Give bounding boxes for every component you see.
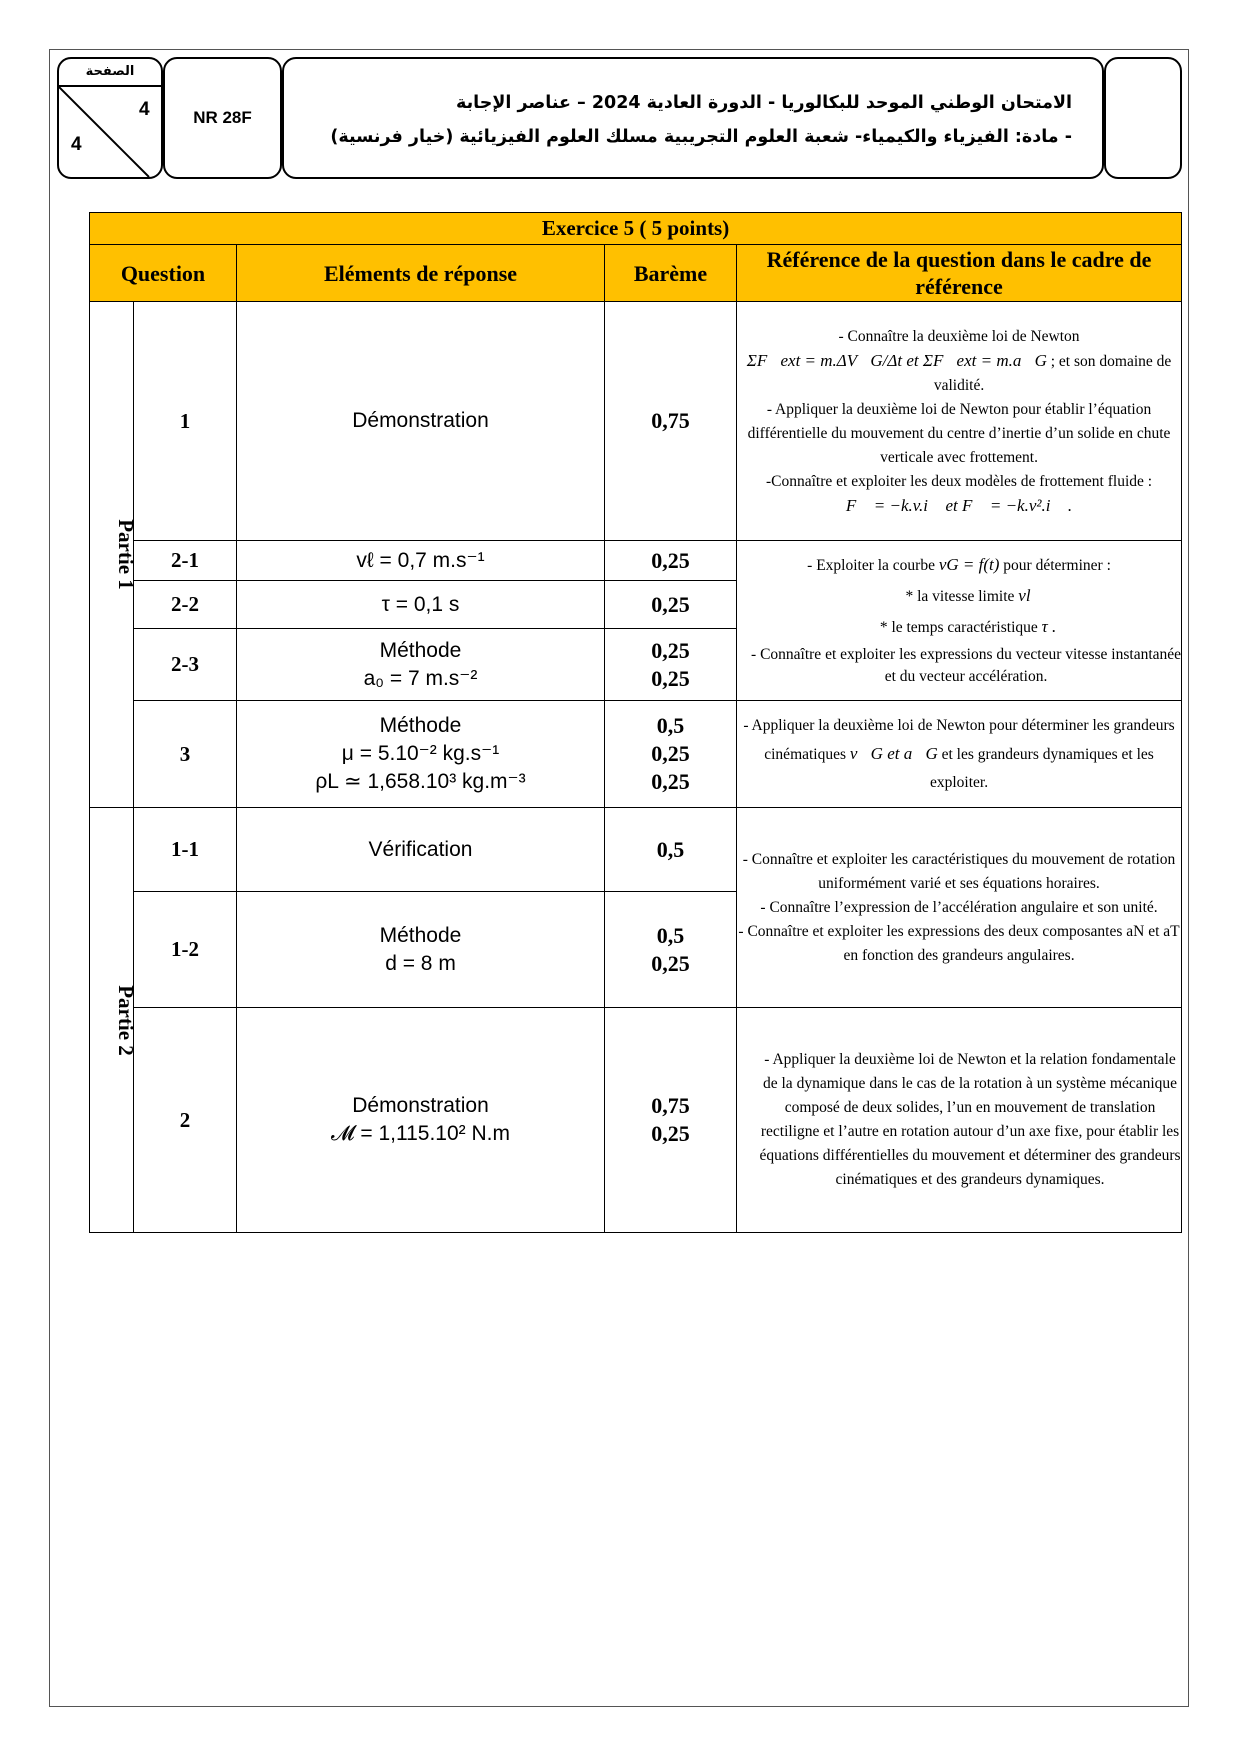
col-elements: Eléments de réponse	[237, 245, 605, 302]
answer-element: Vérification	[237, 808, 605, 892]
q-number: 2-2	[134, 581, 237, 629]
answer-element: vℓ = 0,7 m.s⁻¹	[237, 541, 605, 581]
q-number: 2	[134, 1008, 237, 1233]
score: 0,75 0,25	[605, 1008, 737, 1233]
col-reference: Référence de la question dans le cadre de référence	[737, 245, 1182, 302]
answer-element: Démonstration	[237, 302, 605, 541]
reference-cell: - Connaître et exploiter les caractéristiques du mouvement de rotation uniformément varié et ses équations horaires. - Connaître l’expression de l’accélération angulaire et son unité. - Connaître et exploiter les expressions des deux composantes aN et aT en fonction des grandeurs angulaires.	[737, 808, 1182, 1008]
reference-cell: - Appliquer la deuxième loi de Newton et la relation fondamentale de la dynamique dans le cas de la rotation à un système mécanique composé de deux solides, l’un en mouvement de translation rectiligne et l’autre en rotation autour d’un axe fixe, pour établir les équations différentielles du mouvement et déterminer des grandeurs cinématiques et des grandeurs dynamiques.	[737, 1008, 1182, 1233]
page-current: 4	[139, 99, 150, 120]
exercise-title: Exercice 5 ( 5 points)	[90, 213, 1182, 245]
score: 0,5 0,25 0,25	[605, 701, 737, 808]
col-bareme: Barème	[605, 245, 737, 302]
answer-table	[89, 212, 1182, 1233]
formula-friction: F⃗ = −k.v.i⃗ et F⃗ = −k.v².i⃗ .	[845, 495, 1073, 515]
score: 0,5	[605, 808, 737, 892]
answer-element: τ = 0,1 s	[237, 581, 605, 629]
q-number: 1	[134, 302, 237, 541]
score: 0,75	[605, 302, 737, 541]
answer-element: Méthode μ = 5.10⁻² kg.s⁻¹ ρL ≃ 1,658.10³ kg.m⁻³	[237, 701, 605, 808]
q-number: 2-1	[134, 541, 237, 581]
q-number: 3	[134, 701, 237, 808]
q-number: 1-2	[134, 892, 237, 1008]
score: 0,25	[605, 581, 737, 629]
exam-title-line2: - مادة: الفيزياء والكيمياء- شعبة العلوم التجريبية مسلك العلوم الفيزيائية (خيار فرنسية)	[330, 127, 1072, 147]
blank-box	[1104, 57, 1182, 179]
page-label: الصفحة	[59, 59, 161, 87]
q-number: 2-3	[134, 629, 237, 701]
answer-element: Méthode a₀ = 7 m.s⁻²	[237, 629, 605, 701]
q-number: 1-1	[134, 808, 237, 892]
score: 0,25 0,25	[605, 629, 737, 701]
reference-cell: - Connaître la deuxième loi de Newton ΣF⃗ext = m.ΔV⃗G/Δt et ΣF⃗ext = m.a⃗G ; et son domaine de validité. - Appliquer la deuxième loi de Newton pour établir l’équation différentielle du mouvement du centre d’inertie d’un solide en chute verticale avec frottement. -Connaître et exploiter les deux modèles de frottement fluide : F⃗ = −k.v.i⃗ et F⃗ = −k.v².i⃗ .	[737, 302, 1182, 541]
exam-title-line1: الامتحان الوطني الموحد للبكالوريا - الدورة العادية 2024 – عناصر الإجابة	[455, 93, 1072, 113]
reference-cell: - Exploiter la courbe vG = f(t) pour déterminer : * la vitesse limite vl * le temps caractéristique τ . - Connaître et exploiter les expressions du vecteur vitesse instantanée et du vecteur accélération.	[737, 541, 1182, 701]
reference-cell: - Appliquer la deuxième loi de Newton pour déterminer les grandeurs cinématiques v⃗G et a⃗G et les grandeurs dynamiques et les exploiter.	[737, 701, 1182, 808]
part1-label: Partie 1	[90, 302, 134, 808]
page-number-box	[57, 57, 163, 179]
formula-newton: ΣF⃗ext = m.ΔV⃗G/Δt et ΣF⃗ext = m.a⃗G	[746, 350, 1047, 370]
exam-title-box	[282, 57, 1104, 179]
page-total: 4	[71, 134, 82, 155]
part2-label: Partie 2	[90, 808, 134, 1233]
score: 0,25	[605, 541, 737, 581]
score: 0,5 0,25	[605, 892, 737, 1008]
answer-element: Démonstration 𝓜 = 1,115.10² N.m	[237, 1008, 605, 1233]
answer-element: Méthode d = 8 m	[237, 892, 605, 1008]
exam-code: NR 28F	[163, 57, 282, 179]
col-question: Question	[90, 245, 237, 302]
